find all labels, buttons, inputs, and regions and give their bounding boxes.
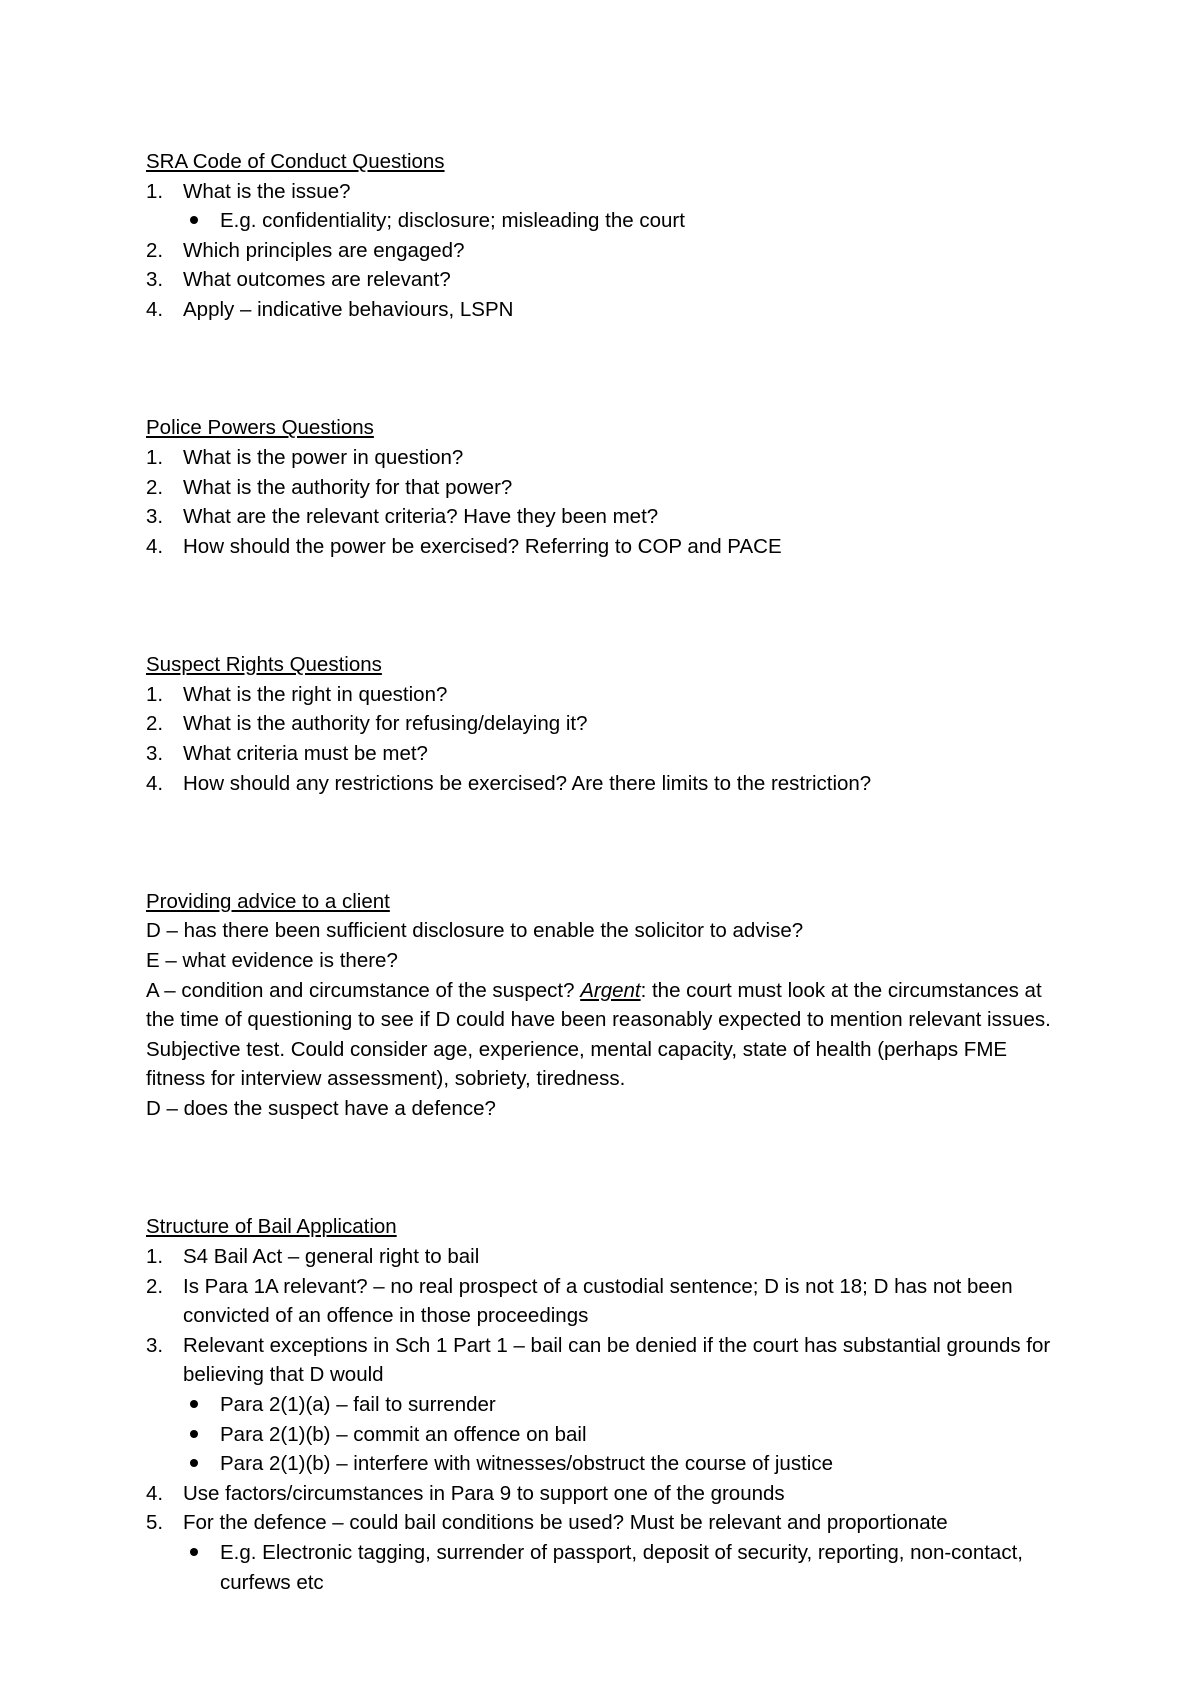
advice-disclosure-line: D – has there been sufficient disclosure to enable the solicitor to advise?: [146, 919, 804, 943]
list-item: [146, 177, 1066, 236]
sra-list: [146, 177, 1066, 325]
list-number: 3.: [146, 268, 164, 292]
bullet-item: [183, 1420, 1066, 1450]
list-item-text: Is Para 1A relevant? – no real prospect of a custodial sentence; D is not 18; D has not been convicted of an offence in those proceedings: [183, 1274, 1013, 1328]
list-number: 4.: [146, 534, 164, 558]
section-spacer: [146, 1124, 1066, 1213]
bail-heading: Structure of Bail Application: [146, 1215, 397, 1239]
bullet-item: [183, 1538, 1066, 1597]
list-item-text: What is the authority for that power?: [183, 475, 513, 499]
list-item-text: Which principles are engaged?: [183, 238, 465, 262]
list-item-text: Relevant exceptions in Sch 1 Part 1 – bail can be denied if the court has substantial grounds for believing that D would: [183, 1333, 1051, 1387]
list-number: 1.: [146, 682, 164, 706]
list-item: [146, 1272, 1066, 1331]
sub-list: [183, 1538, 1066, 1597]
list-number: 1.: [146, 179, 164, 203]
list-item: [146, 680, 1066, 710]
list-number: 2.: [146, 475, 164, 499]
list-item: [146, 1479, 1066, 1509]
bullet-item: [183, 1390, 1066, 1420]
advice-evidence-line: E – what evidence is there?: [146, 949, 398, 973]
list-item: [146, 473, 1066, 503]
suspect-section: [146, 650, 1066, 798]
bullet-icon: [190, 1400, 198, 1408]
suspect-list: [146, 680, 1066, 798]
section-spacer: [146, 561, 1066, 650]
list-item-text: What is the right in question?: [183, 682, 448, 706]
bail-list: [146, 1242, 1066, 1597]
list-number: 4.: [146, 1481, 164, 1505]
list-number: 2.: [146, 238, 164, 262]
list-item-text: For the defence – could bail conditions be used? Must be relevant and proportionate: [183, 1511, 948, 1535]
list-item: [146, 502, 1066, 532]
list-number: 1.: [146, 445, 164, 469]
advice-condition-paragraph: [146, 976, 1066, 1094]
list-item: [146, 1242, 1066, 1272]
list-item: [146, 769, 1066, 799]
list-item-text: What is the authority for refusing/delaying it?: [183, 712, 588, 736]
list-item: [146, 1331, 1066, 1479]
bullet-icon: [190, 1548, 198, 1556]
sub-list: [183, 206, 1066, 236]
section-spacer: [146, 798, 1066, 887]
list-item: [146, 739, 1066, 769]
document-page: [146, 147, 1066, 1597]
bullet-icon: [190, 1459, 198, 1467]
list-item-text: What is the issue?: [183, 179, 351, 203]
list-item-text: What is the power in question?: [183, 445, 464, 469]
bullet-item-text: E.g. Electronic tagging, surrender of passport, deposit of security, reporting, non-contact, curfews etc: [220, 1540, 1023, 1594]
list-item-text: Use factors/circumstances in Para 9 to support one of the grounds: [183, 1481, 785, 1505]
list-item-text: How should any restrictions be exercised? Are there limits to the restriction?: [183, 771, 872, 795]
suspect-heading: Suspect Rights Questions: [146, 653, 382, 677]
police-heading: Police Powers Questions: [146, 416, 374, 440]
list-number: 1.: [146, 1245, 164, 1269]
police-list: [146, 443, 1066, 561]
sra-heading: SRA Code of Conduct Questions: [146, 150, 445, 173]
advice-section: [146, 887, 1066, 1124]
advice-heading: Providing advice to a client: [146, 889, 390, 913]
advice-defence-line: D – does the suspect have a defence?: [146, 1097, 496, 1121]
police-section: [146, 413, 1066, 561]
bullet-item-text: Para 2(1)(b) – interfere with witnesses/obstruct the course of justice: [220, 1452, 833, 1476]
bullet-item-text: Para 2(1)(b) – commit an offence on bail: [220, 1422, 587, 1446]
list-number: 2.: [146, 712, 164, 736]
advice-condition-text: : the court must look at the circumstances at the time of questioning to see if D could have been reasonably expected to mention relevant issues. Subjective test. Could consider age, experience, mental capacity, state of health (perhaps FME fitness for interview assessment), sobriety, tiredness.: [146, 978, 1051, 1091]
list-number: 3.: [146, 505, 164, 529]
list-item-text: What are the relevant criteria? Have they been met?: [183, 505, 659, 529]
list-item: [146, 236, 1066, 266]
list-item-text: What outcomes are relevant?: [183, 268, 451, 292]
list-number: 5.: [146, 1511, 164, 1535]
list-item: [146, 265, 1066, 295]
list-number: 4.: [146, 297, 164, 321]
bullet-item-text: E.g. confidentiality; disclosure; misleading the court: [220, 209, 685, 233]
bullet-icon: [190, 216, 198, 224]
list-number: 2.: [146, 1274, 164, 1298]
list-item: [146, 709, 1066, 739]
case-name-argent: Argent: [580, 978, 641, 1002]
bullet-item: [183, 206, 1066, 236]
sub-list: [183, 1390, 1066, 1479]
list-item-text: Apply – indicative behaviours, LSPN: [183, 297, 514, 321]
bail-section: [146, 1212, 1066, 1597]
list-item: [146, 1508, 1066, 1597]
sra-section: [146, 147, 1066, 325]
list-item: [146, 443, 1066, 473]
list-item-text: S4 Bail Act – general right to bail: [183, 1245, 480, 1269]
bullet-icon: [190, 1430, 198, 1438]
list-item-text: What criteria must be met?: [183, 741, 428, 765]
bullet-item: [183, 1449, 1066, 1479]
bullet-item-text: Para 2(1)(a) – fail to surrender: [220, 1393, 496, 1416]
list-item: [146, 295, 1066, 325]
list-number: 3.: [146, 741, 164, 765]
list-item-text: How should the power be exercised? Referring to COP and PACE: [183, 534, 782, 558]
section-spacer: [146, 325, 1066, 414]
list-number: 3.: [146, 1333, 164, 1357]
advice-condition-intro: A – condition and circumstance of the suspect?: [146, 978, 581, 1002]
list-number: 4.: [146, 771, 164, 795]
list-item: [146, 532, 1066, 562]
